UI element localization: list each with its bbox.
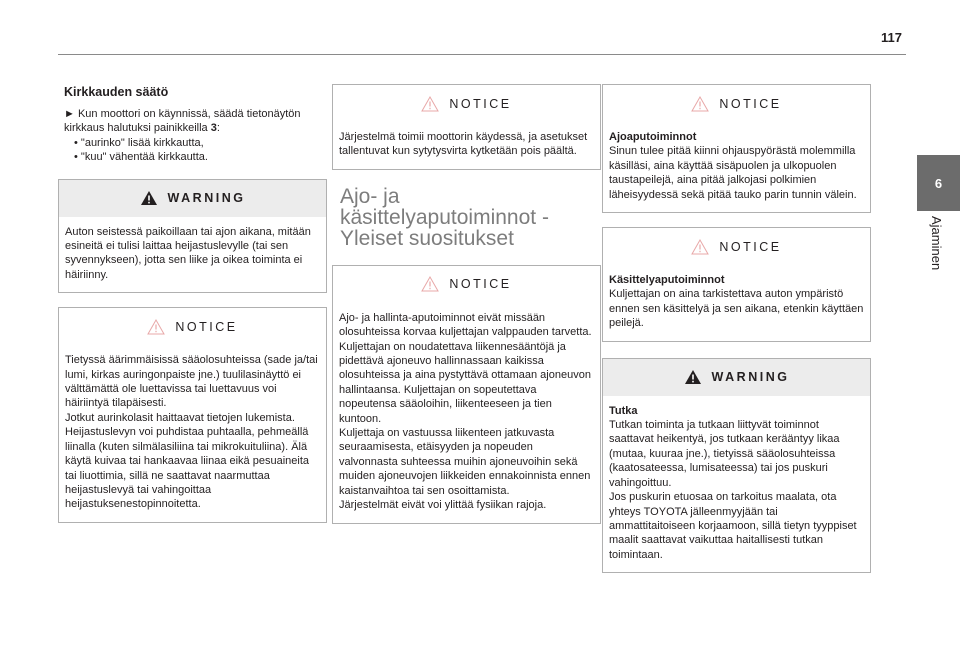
notice-box bbox=[332, 265, 601, 524]
notice-body bbox=[59, 345, 326, 521]
warning-line: Jos puskurin etuosaa on tarkoitus maalata, ota yhteys TOYOTA jälleenmyyjään tai ammattitaitoiseen korjaamoon, sillä tietyn tyyppiset maalit saattavat vaikuttaa haitallisesti tutkan toimintaan. bbox=[609, 491, 857, 561]
section-title bbox=[340, 186, 601, 249]
notice-title: NOTICE bbox=[449, 277, 512, 292]
warning-icon bbox=[684, 369, 702, 385]
intro-end: : bbox=[216, 122, 220, 135]
notice-header bbox=[333, 85, 600, 122]
notice-header bbox=[603, 228, 870, 265]
notice-body bbox=[603, 265, 870, 341]
chapter-label: Ajaminen bbox=[929, 216, 944, 271]
chapter-label-wrap bbox=[929, 216, 949, 306]
warning-header bbox=[59, 180, 326, 217]
button-ref: 3 bbox=[210, 122, 217, 135]
notice-header bbox=[603, 85, 870, 122]
notice-text: Kuljettajan on aina tarkistettava auton ympäristö ennen sen käsittelyä ja sen aikana, etenkin käyttäen peilejä. bbox=[609, 288, 864, 330]
chapter-number: 6 bbox=[934, 175, 943, 191]
intro-text: Kun moottori on käynnissä, säädä tietonäytön kirkkaus halutuksi painikkeilla bbox=[64, 108, 301, 135]
notice-box bbox=[332, 84, 601, 170]
notice-box bbox=[602, 84, 871, 213]
page-number: 117 bbox=[881, 30, 902, 45]
list-item: • "aurinko" lisää kirkkautta, bbox=[74, 136, 204, 149]
list-item-text: "aurinko" lisää kirkkautta, bbox=[80, 136, 204, 149]
warning-line: Tutkan toiminta ja tutkaan liittyvät toiminnot saattavat heikentyä, jos tutkaan kerääntyy likaa (mutaa, kuuraa jne.), tietyissä sääolosuhteissa (kaatosateessa, lumisateessa) tai jos puskuri vahingoittuu. bbox=[609, 419, 840, 489]
notice-line: Järjestelmät eivät voi ylittää fysiikan rajoja. bbox=[339, 499, 547, 512]
warning-subtitle: Tutka bbox=[609, 404, 638, 417]
warning-text: Auton seistessä paikoillaan tai ajon aikana, mitään esineitä ei tulisi laittaa heijastuslevylle (tai sen syvennykseen), jotta sen liike ja oikea toiminta ei häiriinny. bbox=[65, 225, 311, 281]
notice-line: Kuljettajan on noudatettava liikennesääntöjä ja pidettävä ajoneuvo hallinnassaan kaikissa olosuhteissa ja aina pystyttävä ottamaan ajoneuvon hallintaansa. Kuljettajan on sopeutettava nopeutensa sääoloihin, liikenteeseen ja tien kuntoon. bbox=[339, 340, 591, 425]
notice-icon bbox=[421, 276, 439, 292]
notice-box bbox=[58, 307, 327, 522]
notice-body bbox=[603, 122, 870, 212]
notice-subtitle: Ajoaputoiminnot bbox=[609, 131, 697, 143]
notice-subtitle: Käsittelyaputoiminnot bbox=[609, 274, 725, 287]
notice-text: Järjestelmä toimii moottorin käydessä, ja asetukset tallentuvat kun sytytysvirta kytketään pois päältä. bbox=[339, 131, 588, 158]
warning-body bbox=[603, 396, 870, 572]
notice-icon bbox=[421, 96, 439, 112]
column-3 bbox=[602, 84, 871, 573]
section-title-line: käsittelyaputoiminnot - bbox=[340, 205, 549, 229]
warning-box bbox=[602, 358, 871, 573]
notice-icon bbox=[147, 319, 165, 335]
column-2 bbox=[332, 84, 601, 524]
notice-header bbox=[333, 266, 600, 303]
intro-paragraph bbox=[64, 107, 327, 165]
list-item: • "kuu" vähentää kirkkautta. bbox=[74, 151, 208, 164]
notice-line: Kuljettaja on vastuussa liikenteen jatkuvasta seuraamisesta, etäisyyden ja nopeuden valvonnasta suhteessa muihin ajoneuvoihin sekä muiden ajoneuvojen liikkeiden ennakoinnista ennen kaistanvaihtoa tai sen osoittamista. bbox=[339, 427, 591, 497]
warning-title: WARNING bbox=[167, 191, 246, 206]
warning-box bbox=[58, 179, 327, 294]
notice-header bbox=[59, 308, 326, 345]
warning-header bbox=[603, 359, 870, 396]
section-heading: Kirkkauden säätö bbox=[64, 85, 169, 99]
notice-icon bbox=[691, 239, 709, 255]
warning-icon bbox=[140, 190, 158, 206]
column-1 bbox=[58, 85, 327, 523]
notice-title: NOTICE bbox=[719, 239, 782, 254]
notice-icon bbox=[691, 96, 709, 112]
notice-line: Heijastuslevyn voi puhdistaa puhtaalla, pehmeällä liinalla (kuten silmälasiliina tai mikrokuituliina). Älä käytä kuivaa tai hankaavaa liinaa eikä pesuaineita tai liuottimia, sillä ne saattavat naarmuttaa heijastuslevyä tai vahingoittaa heijastuksenestopinnoitetta. bbox=[65, 426, 309, 511]
list-item-text: "kuu" vähentää kirkkautta. bbox=[80, 151, 208, 164]
arrow-icon: ► bbox=[64, 108, 75, 120]
notice-box bbox=[602, 227, 871, 342]
notice-line: Tietyssä äärimmäisissä sääolosuhteissa (sade ja/tai lumi, kirkas auringonpaiste jne.) tuulilasinäyttö ei välttämättä ole luettavissa tai luettavuus voi häiriintyä tilapäisesti. bbox=[65, 354, 318, 410]
section-title-line: Ajo- ja bbox=[340, 184, 400, 208]
notice-line: Jotkut aurinkolasit haittaavat tietojen lukemista. bbox=[65, 411, 295, 424]
section-title-line: Yleiset suositukset bbox=[340, 226, 514, 250]
notice-title: NOTICE bbox=[175, 319, 238, 334]
chapter-tab[interactable] bbox=[917, 155, 960, 211]
notice-title: NOTICE bbox=[719, 96, 782, 111]
notice-body bbox=[333, 303, 600, 523]
header-rule bbox=[58, 54, 906, 55]
warning-title: WARNING bbox=[711, 370, 790, 385]
notice-line: Ajo- ja hallinta-aputoiminnot eivät missään olosuhteissa korvaa kuljettajan valppauden tarvetta. bbox=[339, 311, 592, 339]
notice-text: Sinun tulee pitää kiinni ohjauspyörästä molemmilla käsilläsi, aina käyttää sisäpuolen ja ulkopuolen taustapeilejä, aina pitää jalkojasi polkimien läheisyydessä sekä pitää tauko parin tunnin välein. bbox=[609, 145, 857, 201]
notice-title: NOTICE bbox=[449, 96, 512, 111]
